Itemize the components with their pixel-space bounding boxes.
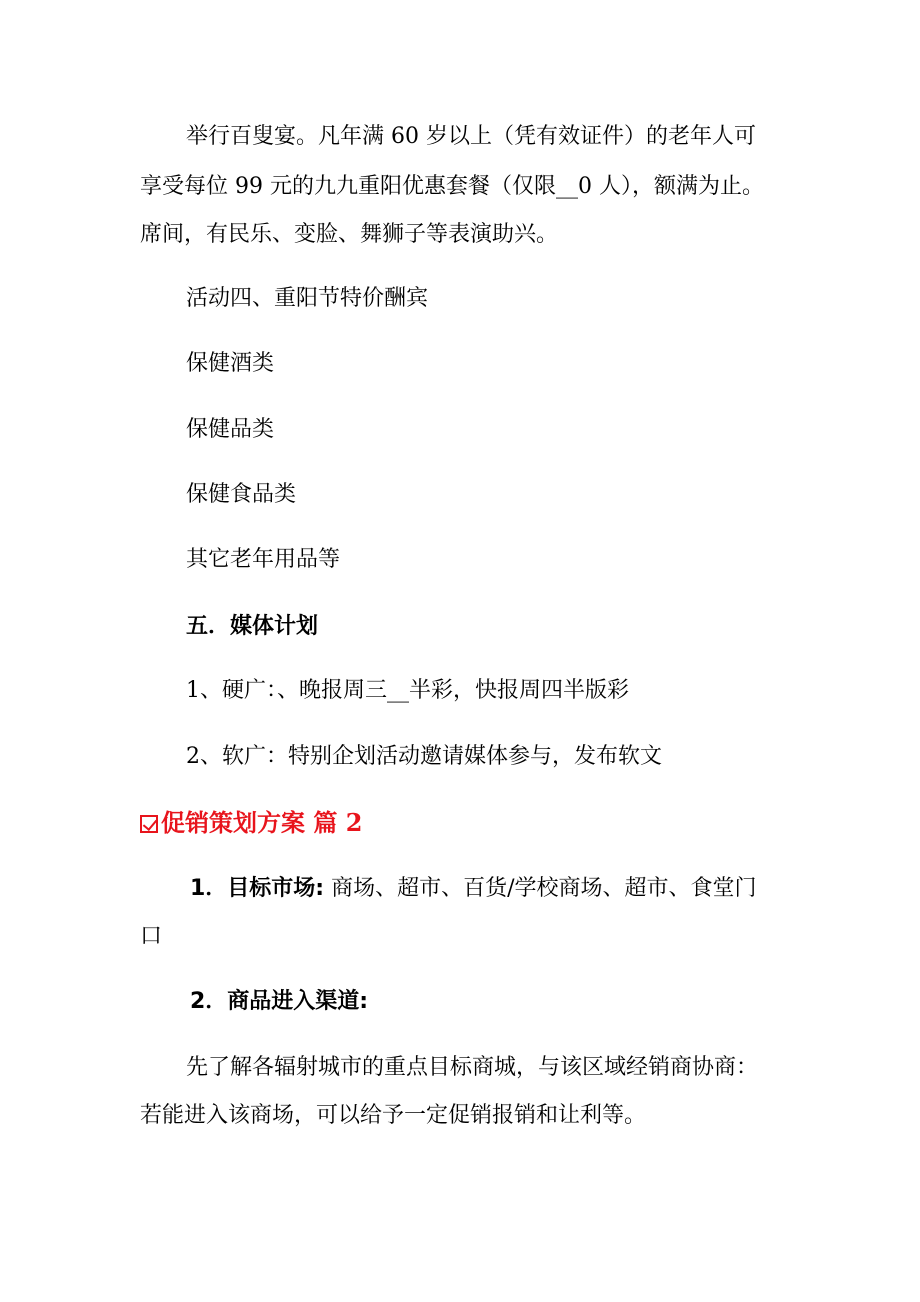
activity4-title: 活动四、重阳节特价酬宾	[186, 286, 429, 311]
media-plan-item-2: 2、软广：特别企划活动邀请媒体参与，发布软文	[186, 744, 662, 769]
target-market-line-1	[190, 874, 757, 904]
channel-paragraph-line-2: 若能进入该商场，可以给予一定促销报销和让利等。	[140, 1103, 647, 1128]
activity4-item: 保健食品类	[186, 482, 297, 507]
media-plan-item-1: 1、硬广：、晚报周三__半彩，快报周四半版彩	[186, 678, 629, 703]
channel-heading: 2．商品进入渠道:	[190, 989, 369, 1014]
target-market-label: 1．目标市场:	[190, 876, 325, 901]
checkbox-icon	[140, 815, 158, 833]
target-market-line-2: 口	[140, 924, 163, 949]
banquet-paragraph-line-3: 席间，有民乐、变脸、舞狮子等表演助兴。	[140, 222, 559, 247]
target-market-text: 商场、超市、百货/学校商场、超市、食堂门	[324, 876, 757, 901]
section-2-heading	[140, 807, 362, 839]
activity4-item: 其它老年用品等	[186, 547, 341, 572]
media-plan-heading: 五．媒体计划	[186, 614, 319, 639]
channel-paragraph-line-1: 先了解各辐射城市的重点目标商城，与该区域经销商协商：	[186, 1055, 759, 1080]
activity4-item: 保健酒类	[186, 351, 275, 376]
section-2-title: 促销策划方案 篇 2	[161, 808, 363, 837]
banquet-paragraph-line-1: 举行百叟宴。凡年满 60 岁以上（凭有效证件）的老年人可	[186, 124, 756, 149]
banquet-paragraph-line-2: 享受每位 99 元的九九重阳优惠套餐（仅限__0 人），额满为止。	[140, 174, 764, 199]
activity4-item: 保健品类	[186, 417, 275, 442]
